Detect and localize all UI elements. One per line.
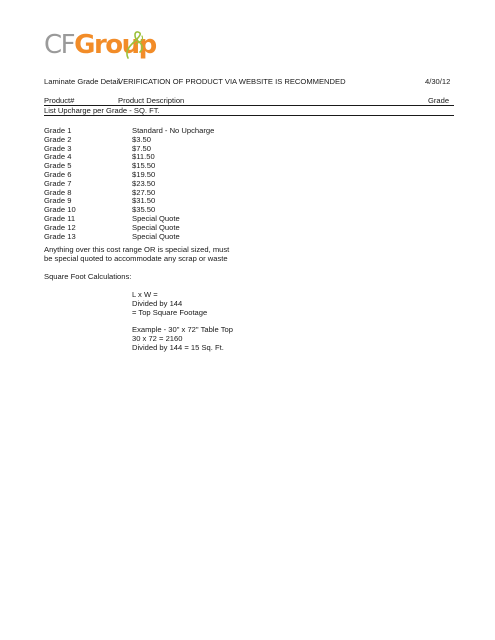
logo-cf-text: CF bbox=[44, 30, 75, 60]
grade-price: Special Quote bbox=[132, 222, 180, 232]
grade-price: $27.50 bbox=[132, 187, 156, 197]
header-title: Laminate Grade Detail bbox=[44, 77, 120, 86]
grade-label: Grade 13 bbox=[44, 231, 76, 241]
grade-price: $11.50 bbox=[132, 152, 155, 162]
logo-swirl-icon bbox=[122, 30, 146, 62]
grade-price: $3.50 bbox=[132, 134, 152, 144]
grade-price: $19.50 bbox=[132, 170, 156, 179]
grade-label: Grade 4 bbox=[44, 152, 72, 162]
grade-price: $7.50 bbox=[132, 143, 152, 153]
grade-price: Special Quote bbox=[132, 214, 180, 223]
calc-formula-1: L x W = bbox=[132, 290, 158, 299]
grade-price: $35.50 bbox=[132, 205, 156, 215]
header-notice: VERIFICATION OF PRODUCT VIA WEBSITE IS RECOMMENDED bbox=[118, 77, 346, 86]
header-divider-bottom bbox=[44, 115, 454, 116]
grade-price: Standard - No Upcharge bbox=[132, 126, 215, 135]
logo-group-text: Group bbox=[74, 30, 156, 60]
column-grade: Grade bbox=[428, 96, 450, 105]
grade-label: Grade 8 bbox=[44, 187, 72, 197]
grade-label: Grade 9 bbox=[44, 196, 72, 206]
calc-example-1: Example - 30" x 72" Table Top bbox=[132, 325, 233, 334]
note-line-2: be special quoted to accommodate any scrap or waste bbox=[44, 254, 228, 263]
column-description: Product Description bbox=[118, 96, 185, 105]
grade-label: Grade 12 bbox=[44, 222, 76, 232]
grade-label: Grade 2 bbox=[44, 134, 72, 144]
grade-label: Grade 1 bbox=[44, 126, 72, 135]
section-title: List Upcharge per Grade - SQ. FT. bbox=[44, 106, 160, 115]
grade-label: Grade 3 bbox=[44, 143, 72, 153]
calc-example-3: Divided by 144 = 15 Sq. Ft. bbox=[132, 343, 224, 352]
grade-price: Special Quote bbox=[132, 231, 180, 241]
grade-label: Grade 5 bbox=[44, 161, 72, 171]
calc-formula-2: Divided by 144 bbox=[132, 299, 183, 308]
grade-label: Grade 6 bbox=[44, 170, 72, 179]
column-product: Product# bbox=[44, 96, 75, 105]
header-date: 4/30/12 bbox=[425, 77, 451, 86]
calc-example-2: 30 x 72 = 2160 bbox=[132, 334, 183, 343]
grade-label: Grade 11 bbox=[44, 214, 76, 223]
grade-price: $15.50 bbox=[132, 161, 156, 171]
grade-label: Grade 7 bbox=[44, 178, 72, 188]
calc-formula-3: = Top Square Footage bbox=[132, 308, 208, 317]
cfgroup-logo bbox=[44, 30, 156, 70]
grade-label: Grade 10 bbox=[44, 205, 76, 215]
grade-price: $23.50 bbox=[132, 178, 156, 188]
note-line-1: Anything over this cost range OR is special sized, must bbox=[44, 245, 230, 254]
grade-price: $31.50 bbox=[132, 196, 156, 206]
calc-title: Square Foot Calculations: bbox=[44, 272, 132, 281]
